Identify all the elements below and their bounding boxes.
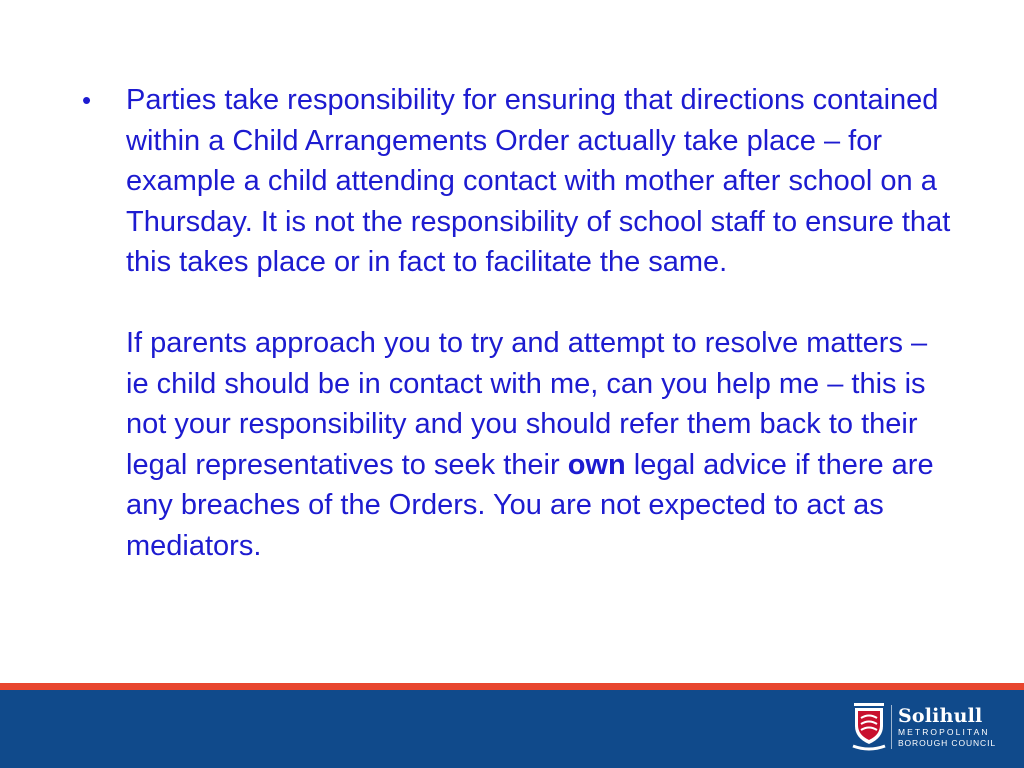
paragraph-2: [126, 323, 952, 566]
paragraph-2-end: legal advice if there are any breaches of the Orders. You are not expected to act as mediators.: [126, 448, 934, 562]
paragraph-spacer: [126, 283, 952, 324]
paragraph-2-emphasis: own: [567, 448, 626, 481]
solihull-council-logo: [851, 702, 996, 752]
bullet-marker: •: [82, 85, 92, 115]
footer-band: [0, 690, 1024, 768]
bullet-item: [82, 80, 952, 566]
council-wordmark: [891, 705, 996, 749]
paragraph-2-start: If parents approach you to try and attempt to resolve matters – ie child should be in contact with me, can you help me – this is not your responsibility and you should refer them back to their legal representatives to seek their: [126, 327, 928, 481]
logo-name: Solihull: [897, 705, 983, 727]
logo-line-2: BOROUGH COUNCIL: [897, 738, 996, 748]
slide-body: [82, 80, 952, 566]
footer-accent-stripe: [0, 683, 1024, 690]
paragraph-1: Parties take responsibility for ensuring that directions contained within a Child Arrangements Order actually take place – for example a child attending contact with mother after school on a Thursday. It is not the responsibility of school staff to ensure that this takes place or in fact to facilitate the same.: [126, 84, 951, 278]
bullet-text: [126, 80, 952, 566]
logo-line-1: METROPOLITAN: [897, 727, 990, 737]
council-crest-icon: [851, 702, 887, 752]
